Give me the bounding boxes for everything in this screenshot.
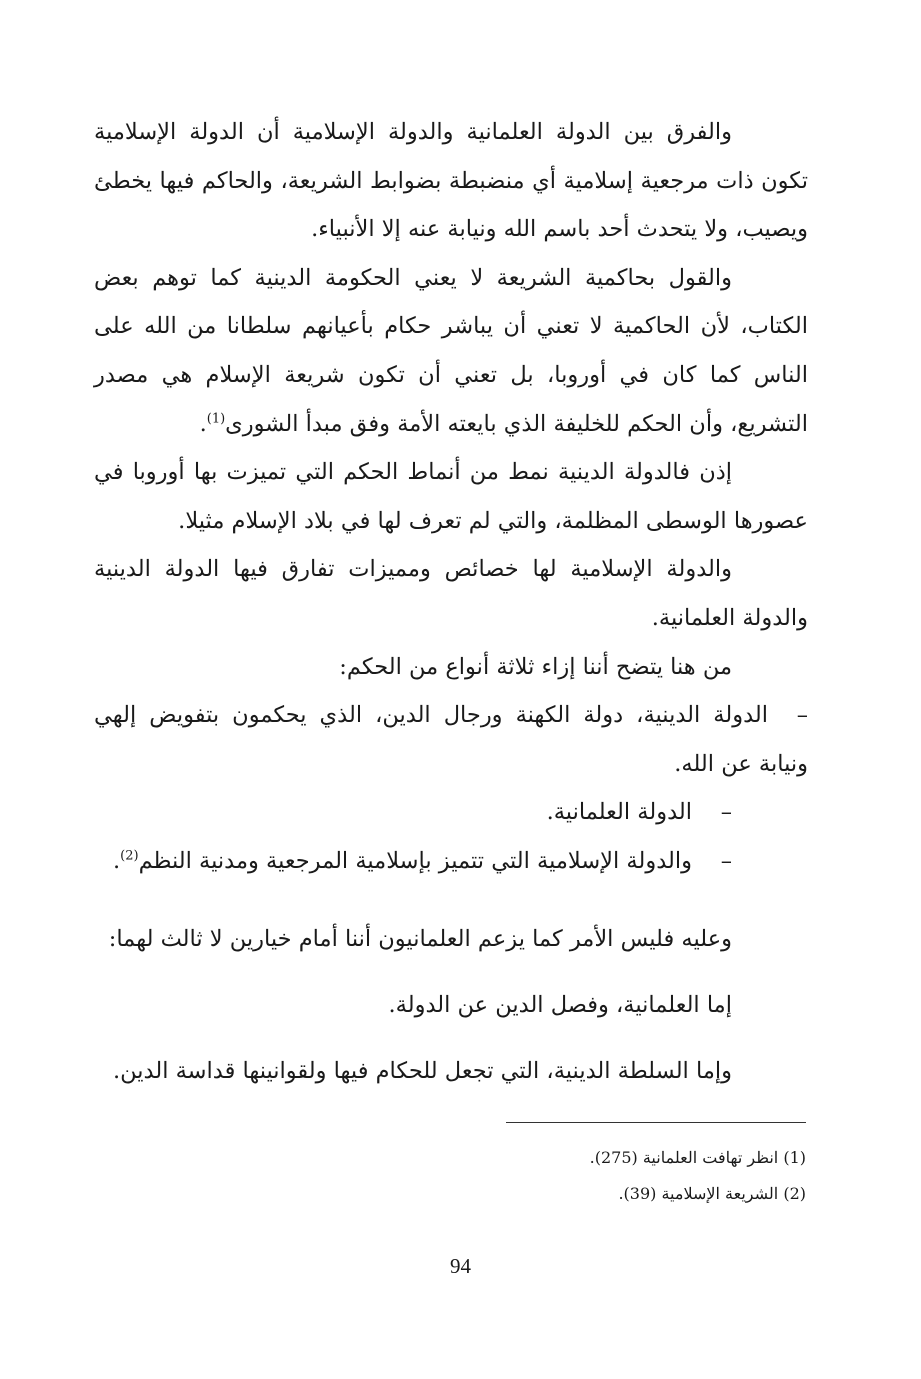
- list-dash: –: [720, 847, 732, 874]
- paragraph-text: والفرق بين الدولة العلمانية والدولة الإسلامية أن الدولة الإسلامية تكون ذات مرجعية إسلامية أي منضبطة بضوابط الشريعة، والحاكم فيها يخطئ ويصيب، ولا يتحدث أحد باسم الله ونيابة عنه إلا الأنبياء.: [94, 119, 808, 243]
- list-item: [94, 837, 808, 886]
- paragraph-text: إما العلمانية، وفصل الدين عن الدولة.: [388, 991, 732, 1018]
- footnote-reference[interactable]: (1): [206, 411, 226, 427]
- paragraph: [94, 448, 808, 545]
- main-text: [94, 108, 808, 1104]
- closing-paragraph: [94, 906, 808, 972]
- paragraph: [94, 254, 808, 448]
- paragraph: [94, 643, 808, 692]
- page-number: 94: [450, 1254, 471, 1278]
- list-dash: –: [796, 702, 808, 729]
- footnote-divider: [506, 1122, 806, 1123]
- closing-paragraph: [94, 972, 808, 1038]
- footnotes: [400, 1140, 806, 1212]
- paragraph-text: وعليه فليس الأمر كما يزعم العلمانيون أننا أمام خيارين لا ثالث لهما:: [108, 925, 732, 952]
- list-dash: –: [720, 799, 732, 826]
- list-item-end: .: [112, 847, 121, 874]
- list-item-text: الدولة الدينية، دولة الكهنة ورجال الدين، الذي يحكمون بتفويض إلهي ونيابة عن الله.: [94, 702, 808, 777]
- footnote: (2) الشريعة الإسلامية (39).: [618, 1184, 806, 1203]
- list-item: [94, 788, 808, 837]
- paragraph: [94, 545, 808, 642]
- list-item: [94, 691, 808, 788]
- paragraph-text: والدولة الإسلامية لها خصائص ومميزات تفارق فيها الدولة الدينية والدولة العلمانية.: [94, 556, 808, 631]
- list-item-text: الدولة العلمانية.: [546, 799, 692, 826]
- paragraph-text: والقول بحاكمية الشريعة لا يعني الحكومة الدينية كما توهم بعض الكتاب، لأن الحاكمية لا تعني أن يباشر حكام بأعيانهم سلطانا من الله على الناس كما كان في أوروبا، بل تعني أن تكون شريعة الإسلام هي مصدر التشريع، وأن الحكم للخليفة الذي بايعته الأمة وفق مبدأ الشورى: [94, 264, 808, 437]
- footnote-reference[interactable]: (2): [120, 848, 139, 864]
- closing-paragraph: [94, 1038, 808, 1104]
- paragraph-text: من هنا يتضح أننا إزاء ثلاثة أنواع من الحكم:: [339, 653, 732, 680]
- spacer: [94, 886, 808, 906]
- paragraph-end: .: [199, 410, 207, 437]
- footnote: (1) انظر تهافت العلمانية (275).: [589, 1148, 806, 1167]
- paragraph: [94, 108, 808, 254]
- paragraph-text: إذن فالدولة الدينية نمط من أنماط الحكم التي تميزت بها أوروبا في عصورها الوسطى المظلمة، والتي لم تعرف لها في بلاد الإسلام مثيلا.: [94, 459, 808, 534]
- list-item-text: والدولة الإسلامية التي تتميز بإسلامية المرجعية ومدنية النظم: [138, 847, 692, 874]
- paragraph-text: وإما السلطة الدينية، التي تجعل للحكام فيها ولقوانينها قداسة الدين.: [112, 1057, 732, 1084]
